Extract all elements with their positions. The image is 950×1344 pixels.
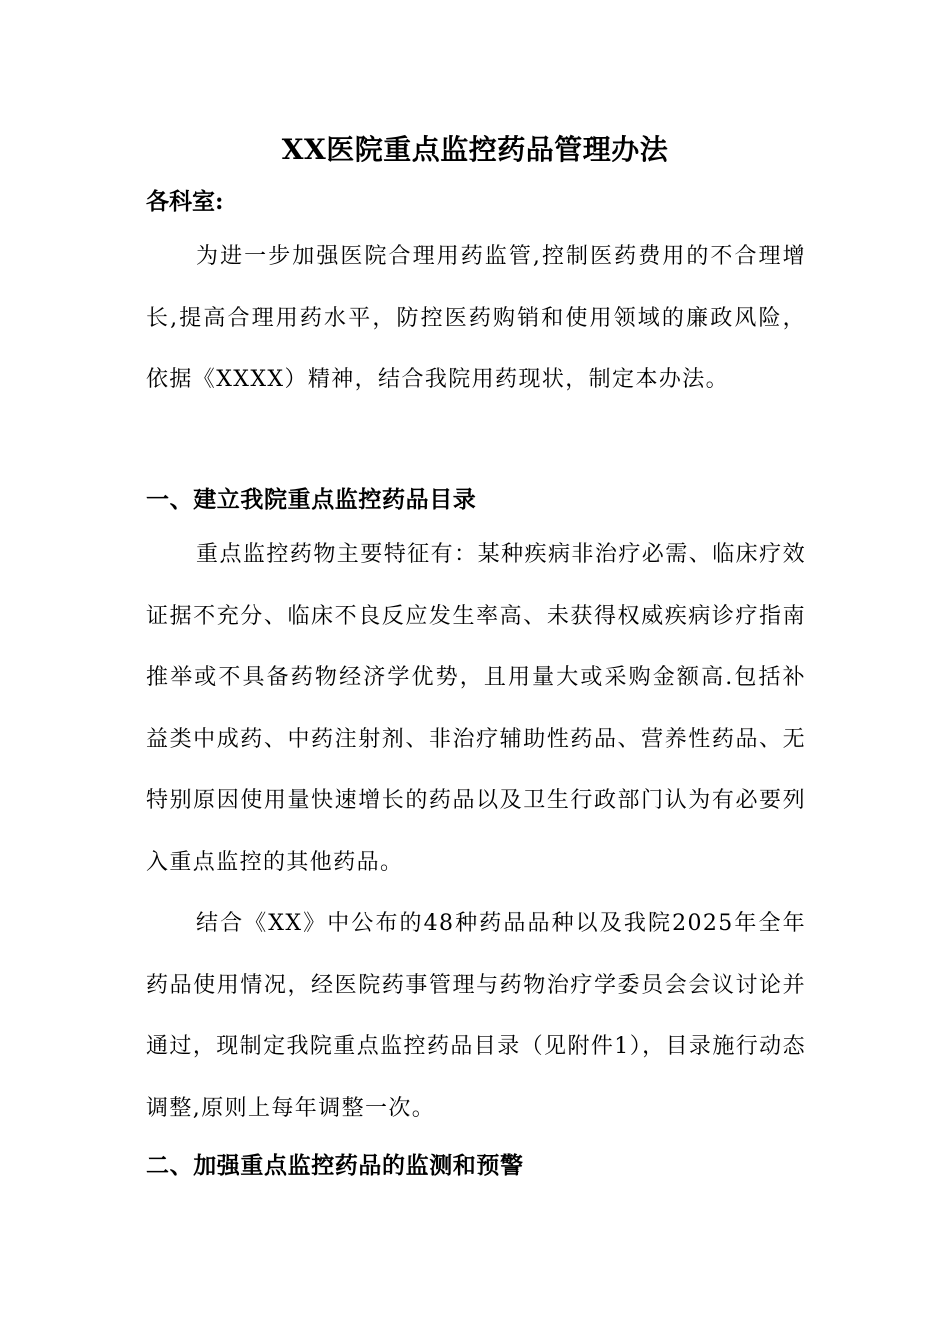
section-2-heading: 二、加强重点监控药品的监测和预警 — [146, 1152, 524, 1179]
section-1-paragraph-1: 重点监控药物主要特征有：某种疾病非治疗必需、临床疗效证据不充分、临床不良反应发生率高、未获得权威疾病诊疗指南推举或不具备药物经济学优势，且用量大或采购金额高.包括补益类中成药、中药注射剂、非治疗辅助性药品、营养性药品、无特别原因使用量快速增长的药品以及卫生行政部门认为有必要列入重点监控的其他药品。 — [146, 542, 806, 875]
document-title: XX医院重点监控药品管理办法 — [281, 133, 669, 166]
salutation: 各科室: — [146, 188, 224, 215]
section-1-paragraph-2: 结合《XX》中公布的48种药品品种以及我院2025年全年药品使用情况，经医院药事管理与药物治疗学委员会会议讨论并通过，现制定我院重点监控药品目录（见附件1），目录施行动态调整,原则上每年调整一次。 — [146, 911, 806, 1121]
intro-paragraph: 为进一步加强医院合理用药监管,控制医药费用的不合理增长,提高合理用药水平，防控医药购销和使用领域的廉政风险，依据《XXXX）精神，结合我院用药现状，制定本办法。 — [146, 244, 806, 392]
section-1-heading: 一、建立我院重点监控药品目录 — [146, 486, 477, 513]
